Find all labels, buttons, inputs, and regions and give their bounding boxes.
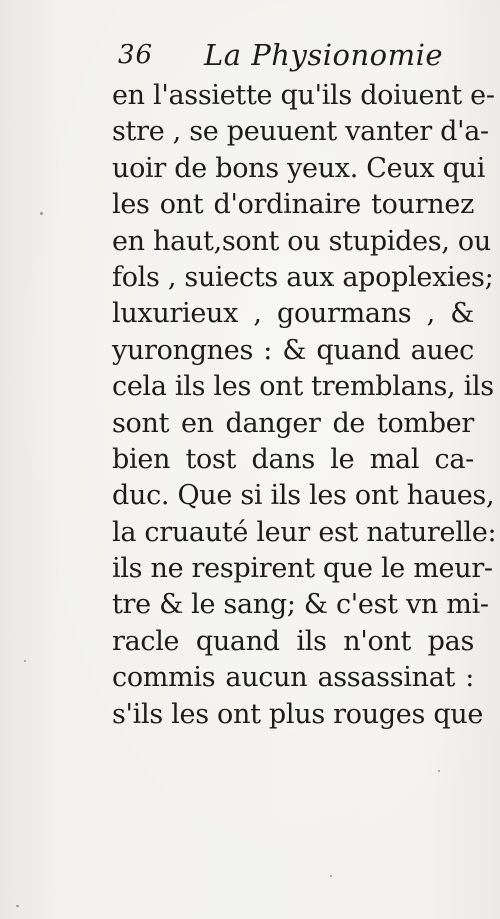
text-line: tre & le sang; & c'est vn mi-: [112, 589, 489, 621]
text-line: en haut,sont ou stupides, ou: [112, 225, 491, 257]
text-line: les ont d'ordinaire tournez: [112, 189, 474, 221]
text-line: cela ils les ont tremblans, ils: [112, 371, 494, 403]
text-line: ils ne respirent que le meur-: [112, 553, 493, 585]
text-line: commis aucun assassinat :: [112, 662, 474, 694]
running-title: La Physionomie: [204, 38, 444, 72]
text-line: fols , suiects aux apoplexies;: [112, 261, 494, 293]
paper-speck: [16, 905, 19, 907]
page-header: [118, 34, 478, 74]
text-line: duc. Que si ils les ont haues,: [112, 480, 495, 512]
paper-speck: [40, 212, 43, 215]
text-line: s'ils les ont plus rouges que: [112, 698, 484, 730]
text-line: racle quand ils n'ont pas: [112, 625, 474, 657]
text-line: stre , se peuuent vanter d'a-: [112, 116, 489, 148]
text-line: en l'assiette qu'ils doiuent e-: [112, 80, 495, 111]
paper-speck: [330, 875, 332, 877]
text-line: bien tost dans le mal ca-: [112, 443, 474, 475]
body-text: [112, 78, 497, 733]
paper-speck: [24, 660, 26, 662]
paper-speck: [438, 770, 440, 772]
text-line: luxurieux , gourmans , &: [112, 298, 474, 330]
text-line: uoir de bons yeux. Ceux qui: [112, 152, 486, 184]
page-number: 36: [118, 40, 154, 70]
text-line: la cruauté leur est naturelle:: [112, 516, 497, 548]
text-line: sont en danger de tomber: [112, 407, 474, 439]
text-line: yurongnes : & quand auec: [112, 334, 474, 366]
